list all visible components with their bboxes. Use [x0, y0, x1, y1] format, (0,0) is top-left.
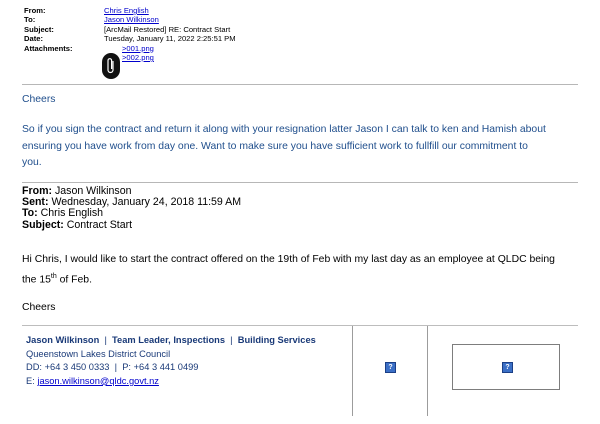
broken-image-icon: ? [385, 362, 396, 373]
signature-block [22, 325, 578, 416]
attachments-row [24, 44, 236, 63]
ordinal-suffix: th [50, 272, 57, 280]
fwd-to-value: Chris English [40, 207, 104, 220]
original-line-2-post: of Feb. [56, 273, 92, 285]
original-line-2 [22, 269, 555, 289]
signature-sep-2: | [225, 335, 238, 345]
signature-phone: DD: +64 3 450 0333 | P: +64 3 441 0499 [26, 362, 199, 373]
signature-divider-1 [352, 326, 353, 416]
subject-row [24, 25, 236, 34]
to-row [24, 15, 236, 24]
signature-dept: Building Services [237, 335, 316, 345]
reply-line-1: So if you sign the contract and return it along with your resignation latter Jason I can talk to ken and Hamish about [22, 124, 546, 135]
attachment-link-2[interactable]: >002.png [122, 53, 154, 63]
subject-label: Subject: [24, 24, 54, 34]
signature-divider-2 [427, 326, 428, 416]
signature-sep-1: | [99, 335, 113, 345]
date-value: Tuesday, January 11, 2022 2:25:51 PM [104, 34, 236, 44]
date-row [24, 34, 236, 43]
reply-greeting: Cheers [22, 94, 56, 105]
original-body [22, 252, 555, 288]
header-divider [22, 84, 578, 85]
signature-email-link[interactable]: jason.wilkinson@qldc.govt.nz [37, 375, 159, 386]
attachment-link-1[interactable]: >001.png [122, 43, 154, 53]
from-label: From: [24, 6, 46, 15]
fwd-subject-row [22, 220, 241, 231]
attachments-label: Attachments: [24, 43, 73, 53]
paperclip-icon [102, 53, 120, 79]
signature-role: Team Leader, Inspections [112, 335, 226, 345]
signature-title-line [26, 334, 316, 348]
to-label: To: [24, 15, 36, 25]
original-line-1: Hi Chris, I would like to start the contract offered on the 19th of Feb with my last day as an employee at QLDC being [22, 254, 555, 265]
fwd-sent-label: Sent: [22, 196, 49, 209]
signature-text [26, 334, 316, 424]
signature-email-row [26, 375, 316, 389]
signature-name: Jason Wilkinson [26, 335, 100, 345]
fwd-to-label: To: [22, 207, 38, 220]
fwd-from-value: Jason Wilkinson [54, 185, 132, 197]
forward-divider [22, 182, 578, 183]
reply-line-3: you. [22, 157, 42, 168]
fwd-from-label: From: [22, 185, 53, 197]
reply-line-2: ensuring you have work from day one. Want to make sure you have sufficient work to fullfill our commitment to [22, 140, 528, 152]
fwd-sent-value: Wednesday, January 24, 2018 11:59 AM [51, 196, 242, 209]
fwd-subject-label: Subject: [22, 218, 64, 231]
email-header [24, 6, 236, 62]
to-value[interactable]: Jason Wilkinson [104, 15, 159, 25]
date-label: Date: [24, 34, 43, 44]
signature-email-label: E: [26, 375, 38, 386]
original-closing: Cheers [22, 302, 56, 313]
from-row [24, 6, 236, 15]
from-value[interactable]: Chris English [104, 6, 149, 15]
subject-value: [ArcMail Restored] RE: Contract Start [104, 24, 231, 34]
original-line-2-pre: the 15 [22, 273, 51, 285]
reply-body [22, 122, 546, 172]
signature-org: Queenstown Lakes District Council [26, 348, 171, 359]
fwd-subject-value: Contract Start [66, 218, 133, 231]
broken-image-icon: ? [502, 362, 513, 373]
forwarded-header [22, 186, 241, 231]
